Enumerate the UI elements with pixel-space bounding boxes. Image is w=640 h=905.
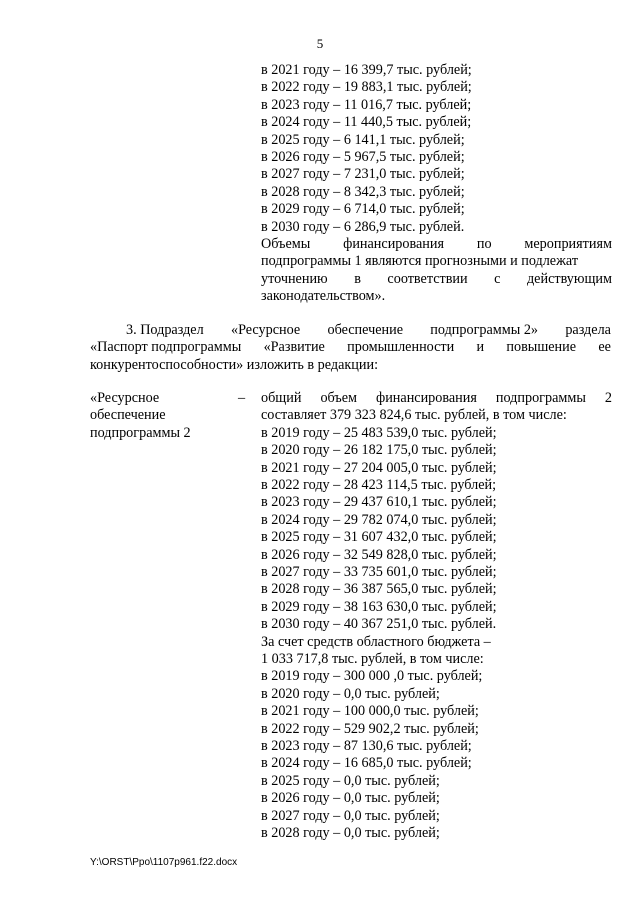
word: объем — [320, 390, 358, 406]
year-amount-line: в 2025 году – 31 607 432,0 тыс. рублей; — [261, 529, 497, 545]
resource-label — [90, 390, 191, 442]
word: «Развитие — [263, 339, 325, 356]
intro-line — [261, 390, 612, 407]
resource-label-line-3: подпрограммы 2 — [90, 424, 191, 441]
word: действующим — [526, 271, 612, 287]
word: повышение — [506, 339, 577, 356]
word: законодательством». — [261, 288, 386, 304]
year-amount-line: в 2024 году – 29 782 074,0 тыс. рублей; — [261, 512, 497, 528]
word: мероприятиям — [524, 236, 612, 252]
note-line — [261, 253, 578, 270]
note-line — [261, 288, 385, 305]
year-amount-line: в 2027 году – 33 735 601,0 тыс. рублей; — [261, 564, 497, 580]
word: уточнению — [261, 271, 328, 287]
year-amount-line: в 2020 году – 0,0 тыс. рублей; — [261, 686, 440, 702]
year-amount-line: в 2025 году – 0,0 тыс. рублей; — [261, 773, 440, 789]
year-amount-line: в 2024 году – 16 685,0 тыс. рублей; — [261, 755, 472, 771]
year-amount-line: в 2022 году – 529 902,2 тыс. рублей; — [261, 721, 479, 737]
paragraph-row — [90, 339, 611, 356]
year-amount-line: в 2027 году – 7 231,0 тыс. рублей; — [261, 166, 465, 182]
word: 3. Подраздел — [126, 322, 204, 338]
word: подпрограммы — [495, 390, 586, 406]
paragraph-body — [90, 322, 611, 374]
year-amount-line: в 2026 году – 0,0 тыс. рублей; — [261, 790, 440, 806]
note-line — [261, 271, 612, 288]
year-amount-line: в 2022 году – 19 883,1 тыс. рублей; — [261, 79, 472, 95]
year-amount-line: в 2024 году – 11 440,5 тыс. рублей; — [261, 114, 472, 130]
file-path-footer: Y:\ORST\Ppo\1107p961.f22.docx — [90, 857, 238, 868]
year-amount-line: в 2028 году – 0,0 тыс. рублей; — [261, 825, 440, 841]
page-number: 5 — [316, 36, 324, 51]
word: общий — [261, 390, 302, 406]
year-amount-line: в 2028 году – 36 387 565,0 тыс. рублей; — [261, 581, 497, 597]
resource-label-line-1: «Ресурсное — [90, 390, 160, 406]
word: соответствии — [387, 271, 468, 287]
resource-label-line-2: обеспечение — [90, 407, 166, 424]
word: промышленности — [347, 339, 455, 356]
label-dash: – — [238, 390, 246, 406]
word: Объемы — [261, 236, 311, 252]
word: раздела — [565, 322, 611, 338]
year-amount-line: в 2029 году – 6 714,0 тыс. рублей; — [261, 201, 465, 217]
word: по — [476, 236, 492, 252]
word: «Паспорт подпрограммы — [90, 339, 242, 356]
year-amount-line: в 2020 году – 26 182 175,0 тыс. рублей; — [261, 442, 497, 458]
year-amount-line: За счет средств областного бюджета – — [261, 634, 491, 650]
year-amount-line: в 2021 году – 16 399,7 тыс. рублей; — [261, 62, 472, 78]
word: подпрограммы 1 являются прогнозными и подлежат — [261, 253, 579, 269]
year-amount-line: в 2026 году – 32 549 828,0 тыс. рублей; — [261, 547, 497, 563]
word: обеспечение — [327, 322, 403, 338]
year-amount-line: 1 033 717,8 тыс. рублей, в том числе: — [261, 651, 484, 667]
year-amount-line: составляет 379 323 824,6 тыс. рублей, в том числе: — [261, 407, 567, 423]
year-amount-line: в 2030 году – 40 367 251,0 тыс. рублей. — [261, 616, 497, 632]
year-amount-line: в 2021 году – 100 000,0 тыс. рублей; — [261, 703, 479, 719]
year-amount-line: в 2025 году – 6 141,1 тыс. рублей; — [261, 132, 465, 148]
year-amount-line: в 2022 году – 28 423 114,5 тыс. рублей; — [261, 477, 497, 493]
word: финансирования — [376, 390, 477, 406]
year-amount-line: в 2026 году – 5 967,5 тыс. рублей; — [261, 149, 465, 165]
note-line — [261, 236, 612, 253]
paragraph-row — [90, 322, 611, 339]
year-amount-line: в 2019 году – 25 483 539,0 тыс. рублей; — [261, 425, 497, 441]
word: «Ресурсное — [230, 322, 301, 338]
year-amount-line: в 2029 году – 38 163 630,0 тыс. рублей; — [261, 599, 497, 615]
year-amount-line: в 2027 году – 0,0 тыс. рублей; — [261, 808, 440, 824]
year-amount-line: в 2028 году – 8 342,3 тыс. рублей; — [261, 184, 465, 200]
year-amount-line: в 2023 году – 29 437 610,1 тыс. рублей; — [261, 494, 497, 510]
year-amount-line: в 2023 году – 87 130,6 тыс. рублей; — [261, 738, 472, 754]
year-amount-line: в 2023 году – 11 016,7 тыс. рублей; — [261, 97, 472, 113]
year-amount-line: в 2030 году – 6 286,9 тыс. рублей. — [261, 219, 465, 235]
year-amount-line: в 2021 году – 27 204 005,0 тыс. рублей; — [261, 460, 497, 476]
word: 2 — [604, 390, 612, 406]
word: подпрограммы 2» — [430, 322, 539, 338]
word: и — [476, 339, 485, 356]
paragraph-row: конкурентоспособности» изложить в редакции: — [90, 356, 379, 373]
year-amount-line: в 2019 году – 300 000 ,0 тыс. рублей; — [261, 668, 483, 684]
word: ее — [598, 339, 611, 356]
word: финансирования — [343, 236, 444, 252]
word: с — [494, 271, 501, 287]
word: в — [354, 271, 361, 287]
